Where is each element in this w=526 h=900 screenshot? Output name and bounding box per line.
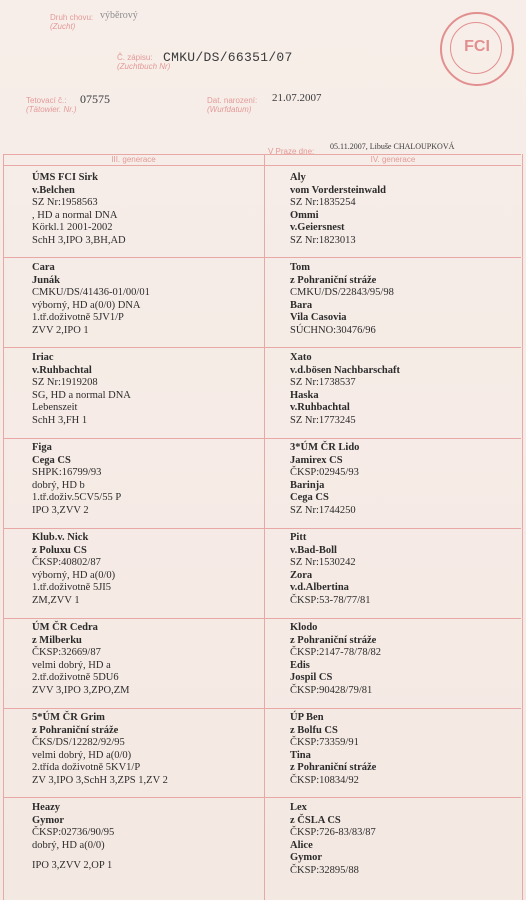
pedigree-cell-right xyxy=(290,262,394,338)
dog-info-line: velmi dobrý, HD a(0/0) xyxy=(32,749,132,761)
pedigree-cell-right xyxy=(290,802,376,878)
dog-name-line: Bara xyxy=(290,299,313,311)
dog-name-line: ÚMS FCI Sirk xyxy=(32,172,98,183)
dog-name-line: v.Belchen xyxy=(32,184,75,196)
dog-name-line: Cega CS xyxy=(32,454,71,466)
column-header-generation-3: III. generace xyxy=(3,154,264,166)
dog-info-line: CMKU/DS/41436-01/00/01 xyxy=(32,287,150,299)
dog-name-line: z Pohraniční stráže xyxy=(290,274,377,286)
dog-info-line: dobrý, HD b xyxy=(32,479,85,491)
dog-name-line: Cara xyxy=(32,262,55,273)
dog-info-line: výborný, HD a(0/0) xyxy=(32,569,116,581)
studbook-number: CMKU/DS/66351/07 xyxy=(163,50,293,65)
dog-name-line: v.Geiersnest xyxy=(290,222,345,234)
dog-info-line: ČKSP:10834/92 xyxy=(290,774,359,786)
dog-info-line: , HD a normal DNA xyxy=(32,209,118,221)
dog-info-line: ČKS/DS/12282/92/95 xyxy=(32,737,125,749)
studbook-label: Č. zápisu: (Zuchtbuch Nr) xyxy=(117,53,171,71)
column-divider xyxy=(264,154,265,900)
dog-name-line: Alice xyxy=(290,839,313,851)
dog-name-line: z Bolfu CS xyxy=(290,724,338,736)
pedigree-cell-right xyxy=(290,712,376,788)
place-label: V Praze dne: xyxy=(268,147,315,156)
dog-info-line: výborný, HD a(0/0) DNA xyxy=(32,299,141,311)
pedigree-cell-right xyxy=(290,352,400,428)
dog-name-line: Cega CS xyxy=(290,492,329,504)
dog-info-line: IPO 3,ZVV 2 xyxy=(32,504,89,516)
dog-name-line: Klodo xyxy=(290,622,318,633)
pedigree-cell-left xyxy=(32,712,168,788)
dog-name-line: Figa xyxy=(32,442,52,453)
dog-name-line: Heazy xyxy=(32,802,60,813)
breed-label: Druh chovu: (Zucht) xyxy=(50,13,94,31)
dog-name-line: Pitt xyxy=(290,532,307,543)
dog-name-line: Xato xyxy=(290,352,312,363)
dog-info-line: dobrý, HD a(0/0) xyxy=(32,839,105,851)
dog-info-line: ZV 3,IPO 3,SchH 3,ZPS 1,ZV 2 xyxy=(32,774,168,786)
dog-info-line: SchH 3,IPO 3,BH,AD xyxy=(32,234,126,246)
dog-info-line: SZ Nr:1530242 xyxy=(290,557,356,569)
dog-info-line: IPO 3,ZVV 2,OP 1 xyxy=(32,860,113,872)
dog-info-line: SG, HD a normal DNA xyxy=(32,389,131,401)
dog-info-line: 2.tř.doživotně 5DU6 xyxy=(32,672,119,684)
dob-label: Dat. narození: (Wurfdatum) xyxy=(207,96,258,114)
pedigree-cell-left xyxy=(32,172,126,248)
pedigree-cell-left xyxy=(32,352,131,428)
dog-info-line: ČKSP:02736/90/95 xyxy=(32,827,115,839)
fci-seal-text: FCI xyxy=(464,38,490,55)
dog-info-line: SZ Nr:1919208 xyxy=(32,377,98,389)
dog-info-line: ČKSP:40802/87 xyxy=(32,557,101,569)
dog-info-line xyxy=(32,852,114,860)
dog-name-line: ÚM ČR Cedra xyxy=(32,622,98,633)
dog-info-line: ČKSP:02945/93 xyxy=(290,467,359,479)
dog-info-line: ČKSP:90428/79/81 xyxy=(290,684,373,696)
tattoo-label: Tetovací č.: (Tätowier. Nr.) xyxy=(26,96,77,114)
dog-info-line: velmi dobrý, HD a xyxy=(32,659,111,671)
pedigree-cell-left xyxy=(32,442,121,518)
dog-name-line: Haska xyxy=(290,389,319,401)
pedigree-cell-left xyxy=(32,532,115,608)
dog-info-line: SÚCHNO:30476/96 xyxy=(290,324,376,336)
dog-name-line: v.Ruhbachtal xyxy=(32,364,92,376)
dog-name-line: Gymor xyxy=(32,814,65,826)
dog-info-line: ČKSP:726-83/83/87 xyxy=(290,827,376,839)
dog-info-line: 1.tř.doživotně 5JV1/P xyxy=(32,312,124,324)
dog-name-line: v.Bad-Boll xyxy=(290,544,337,556)
dog-name-line: Tom xyxy=(290,262,311,273)
dog-name-line: Lex xyxy=(290,802,307,813)
dog-name-line: z Milberku xyxy=(32,634,82,646)
dog-info-line: SZ Nr:1958563 xyxy=(32,197,98,209)
breed-value: výběrový xyxy=(100,10,138,21)
place-date-signature: 05.11.2007, Libuše CHALOUPKOVÁ xyxy=(330,142,455,151)
dog-name-line: Jospil CS xyxy=(290,672,333,684)
dog-name-line: Iriac xyxy=(32,352,54,363)
dog-name-line: z Pohraniční stráže xyxy=(290,634,377,646)
dob-value: 21.07.2007 xyxy=(272,92,322,104)
dog-info-line: ZVV 2,IPO 1 xyxy=(32,324,89,336)
dog-info-line: SchH 3,FH 1 xyxy=(32,414,88,426)
column-header-generation-4: IV. generace xyxy=(265,154,521,166)
dog-name-line: Klub.v. Nick xyxy=(32,532,89,543)
dog-info-line: SHPK:16799/93 xyxy=(32,467,102,479)
dog-name-line: Edis xyxy=(290,659,310,671)
dog-name-line: Tina xyxy=(290,749,311,761)
pedigree-cell-left xyxy=(32,802,114,873)
dog-info-line: ZVV 3,IPO 3,ZPO,ZM xyxy=(32,684,130,696)
pedigree-cell-right xyxy=(290,442,359,518)
dog-name-line: ÚP Ben xyxy=(290,712,324,723)
dog-info-line: ČKSP:32669/87 xyxy=(32,647,101,659)
dog-name-line: 3*ÚM ČR Lido xyxy=(290,442,360,453)
dog-name-line: z Pohraniční stráže xyxy=(32,724,119,736)
dog-info-line: Körkl.1 2001-2002 xyxy=(32,222,113,234)
pedigree-cell-left xyxy=(32,622,130,698)
dog-info-line: ČKSP:2147-78/78/82 xyxy=(290,647,382,659)
dog-name-line: 5*ÚM ČR Grim xyxy=(32,712,105,723)
dog-name-line: Ommi xyxy=(290,209,319,221)
dog-info-line: SZ Nr:1738537 xyxy=(290,377,356,389)
dog-info-line: SZ Nr:1823013 xyxy=(290,234,356,246)
dog-info-line: SZ Nr:1835254 xyxy=(290,197,356,209)
dog-name-line: z Poluxu CS xyxy=(32,544,87,556)
dog-info-line: 1.tř.doživ.5CV5/55 P xyxy=(32,492,122,504)
dog-name-line: Zora xyxy=(290,569,313,581)
dog-name-line: Barinja xyxy=(290,479,325,491)
dog-name-line: v.Ruhbachtal xyxy=(290,402,350,414)
dog-info-line: ČKSP:32895/88 xyxy=(290,864,359,876)
dog-info-line: 1.tř.doživotně 5JI5 xyxy=(32,582,112,594)
dog-info-line: Lebenszeit xyxy=(32,402,78,414)
pedigree-cell-right xyxy=(290,172,386,248)
dog-name-line: vom Vordersteinwald xyxy=(290,184,386,196)
dog-name-line: Vila Casovia xyxy=(290,312,347,324)
dog-name-line: v.d.Albertina xyxy=(290,582,349,594)
pedigree-cell-right xyxy=(290,532,371,608)
dog-name-line: Junák xyxy=(32,274,61,286)
pedigree-cell-left xyxy=(32,262,150,338)
dog-name-line: z Pohraniční stráže xyxy=(290,762,377,774)
dog-name-line: z ČSLA CS xyxy=(290,814,341,826)
dog-info-line: ČKSP:53-78/77/81 xyxy=(290,594,371,606)
dog-info-line: 2.třída doživotně 5KV1/P xyxy=(32,762,141,774)
dog-info-line: CMKU/DS/22843/95/98 xyxy=(290,287,394,299)
dog-info-line: SZ Nr:1773245 xyxy=(290,414,356,426)
dog-name-line: Aly xyxy=(290,172,306,183)
dog-info-line: ZM,ZVV 1 xyxy=(32,594,80,606)
fci-seal xyxy=(440,12,514,86)
dog-name-line: v.d.bösen Nachbarschaft xyxy=(290,364,400,376)
dog-info-line: ČKSP:73359/91 xyxy=(290,737,359,749)
dog-name-line: Gymor xyxy=(290,852,323,864)
dog-name-line: Jamirex CS xyxy=(290,454,343,466)
tattoo-number: 07575 xyxy=(80,92,110,106)
dog-info-line: SZ Nr:1744250 xyxy=(290,504,356,516)
pedigree-cell-right xyxy=(290,622,381,698)
